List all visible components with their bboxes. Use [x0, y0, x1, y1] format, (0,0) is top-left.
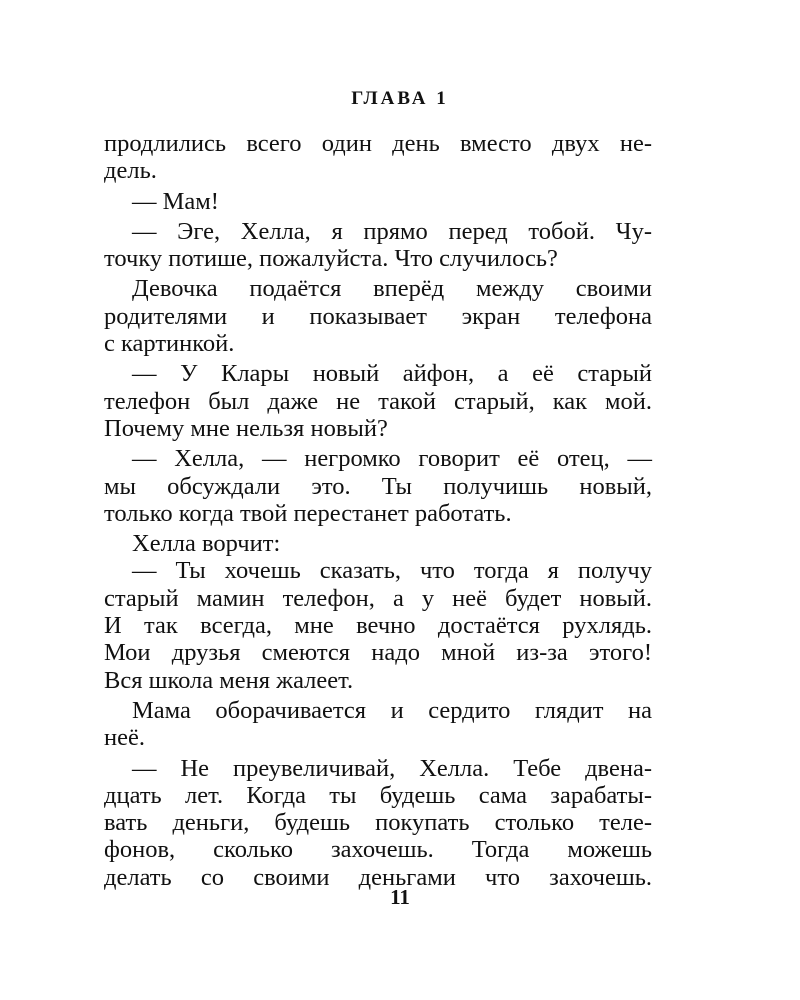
text-line: неё. — [104, 724, 145, 752]
text-line: — Хелла, — негромко говорит её отец, — — [132, 445, 652, 473]
text-line: И так всегда, мне вечно достаётся рухлядь. — [104, 612, 652, 640]
text-line: старый мамин телефон, а у неё будет новый. — [104, 584, 652, 612]
text-line: — Мам! — [132, 187, 219, 215]
text-line: телефон был даже не такой старый, как мой. — [104, 387, 652, 415]
text-line: с картинкой. — [104, 330, 235, 358]
text-line: Хелла ворчит: — [132, 530, 281, 558]
text-line: Мои друзья смеются надо мной из-за этого! — [104, 639, 652, 667]
text-line: только когда твой перестанет работать. — [104, 499, 512, 527]
text-line: вать деньги, будешь покупать столько теле- — [104, 809, 652, 837]
text-line: — Эге, Хелла, я прямо перед тобой. Чу- — [132, 217, 652, 245]
text-line: Девочка подаётся вперёд между своими — [132, 275, 652, 303]
body-text — [104, 130, 652, 891]
text-line: дель. — [104, 157, 157, 185]
text-line: Мама оборачивается и сердито глядит на — [132, 696, 652, 724]
text-line: мы обсуждали это. Ты получишь новый, — [104, 472, 652, 500]
chapter-header: ГЛАВА 1 — [351, 88, 449, 109]
text-line: — Не преувеличивай, Хелла. Тебе двена- — [132, 754, 652, 782]
text-line: продлились всего один день вместо двух не- — [104, 130, 652, 157]
page-number: 11 — [390, 885, 410, 909]
text-line: делать со своими деньгами что захочешь. — [104, 863, 652, 891]
text-line: фонов, сколько захочешь. Тогда можешь — [104, 836, 652, 864]
text-line: — Ты хочешь сказать, что тогда я получу — [132, 557, 652, 585]
text-line: точку потише, пожалуйста. Что случилось? — [104, 245, 558, 273]
text-line: — У Клары новый айфон, а её старый — [132, 360, 652, 388]
text-line: Почему мне нельзя новый? — [104, 414, 388, 442]
text-line: родителями и показывает экран телефона — [104, 302, 652, 330]
text-line: дцать лет. Когда ты будешь сама зарабаты- — [104, 781, 652, 809]
text-line: Вся школа меня жалеет. — [104, 666, 354, 694]
